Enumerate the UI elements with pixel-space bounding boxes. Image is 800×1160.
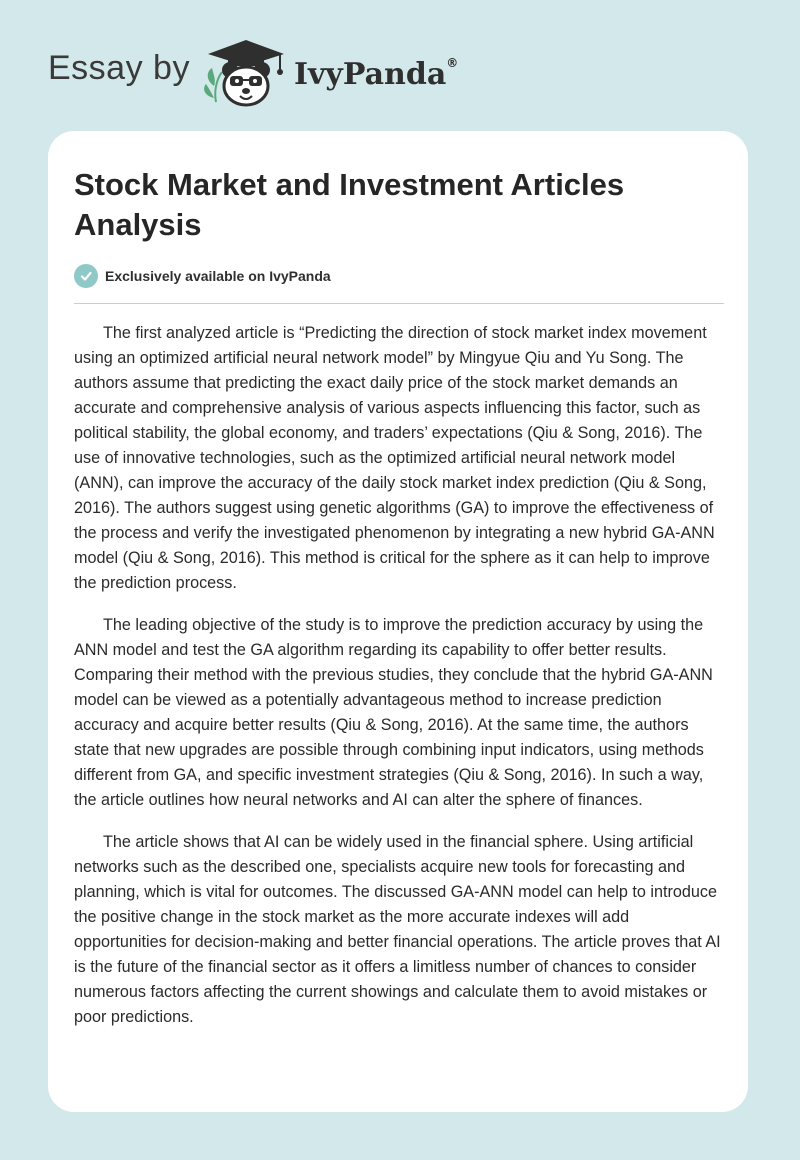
divider xyxy=(74,303,724,304)
registered-mark: ® xyxy=(446,55,459,70)
essay-by-label: Essay by xyxy=(48,48,190,87)
article-body xyxy=(74,321,724,1047)
exclusive-badge xyxy=(74,264,331,288)
exclusive-label: Exclusively available on IvyPanda xyxy=(105,268,331,284)
paragraph: The leading objective of the study is to improve the prediction accuracy by using the ANN model and test the GA algorithm regarding its capability to offer better results. Comparing their method with the previous studies, they conclude that the hybrid GA-ANN model can be viewed as a potentially advantageous method to increase prediction accuracy and acquire better results (Qiu & Song, 2016). At the same time, the authors state that new upgrades are possible through combining input indicators, using methods different from GA, and specific investment strategies (Qiu & Song, 2016). In such a way, the article outlines how neural networks and AI can alter the sphere of finances. xyxy=(74,616,713,809)
check-circle-icon xyxy=(74,264,98,288)
brand-name[interactable]: IvyPanda® xyxy=(293,55,459,92)
paragraph: The first analyzed article is “Predicting the direction of stock market index movement using an optimized artificial neural network model” by Mingyue Qiu and Yu Song. The authors assume that predicting the exact daily price of the stock market demands an accurate and comprehensive analysis of various aspects influencing this factor, such as political stability, the global economy, and traders’ expectations (Qiu & Song, 2016). The use of innovative technologies, such as the optimized artificial neural network model (ANN), can improve the accuracy of the daily stock market index prediction (Qiu & Song, 2016). The authors suggest using genetic algorithms (GA) to improve the effectiveness of the process and verify the investigated phenomenon by integrating a new hybrid GA-ANN model (Qiu & Song, 2016). This method is critical for the sphere as it can help to improve the prediction process. xyxy=(74,324,715,592)
article-title: Stock Market and Investment Articles Analysis xyxy=(74,167,625,242)
paragraph: The article shows that AI can be widely used in the financial sphere. Using artificial networks such as the described one, specialists acquire new tools for forecasting and planning, which is vital for outcomes. The discussed GA-ANN model can help to introduce the positive change in the stock market as the more accurate indexes will add opportunities for decision-making and better financial operations. The article proves that AI is the future of the financial sector as it offers a limitless number of chances to consider numerous factors affecting the current showings and calculate them to avoid mistakes or poor predictions. xyxy=(74,833,721,1026)
ivypanda-logo-icon[interactable] xyxy=(200,36,292,108)
site-header xyxy=(48,36,458,108)
article-card xyxy=(48,131,748,1112)
